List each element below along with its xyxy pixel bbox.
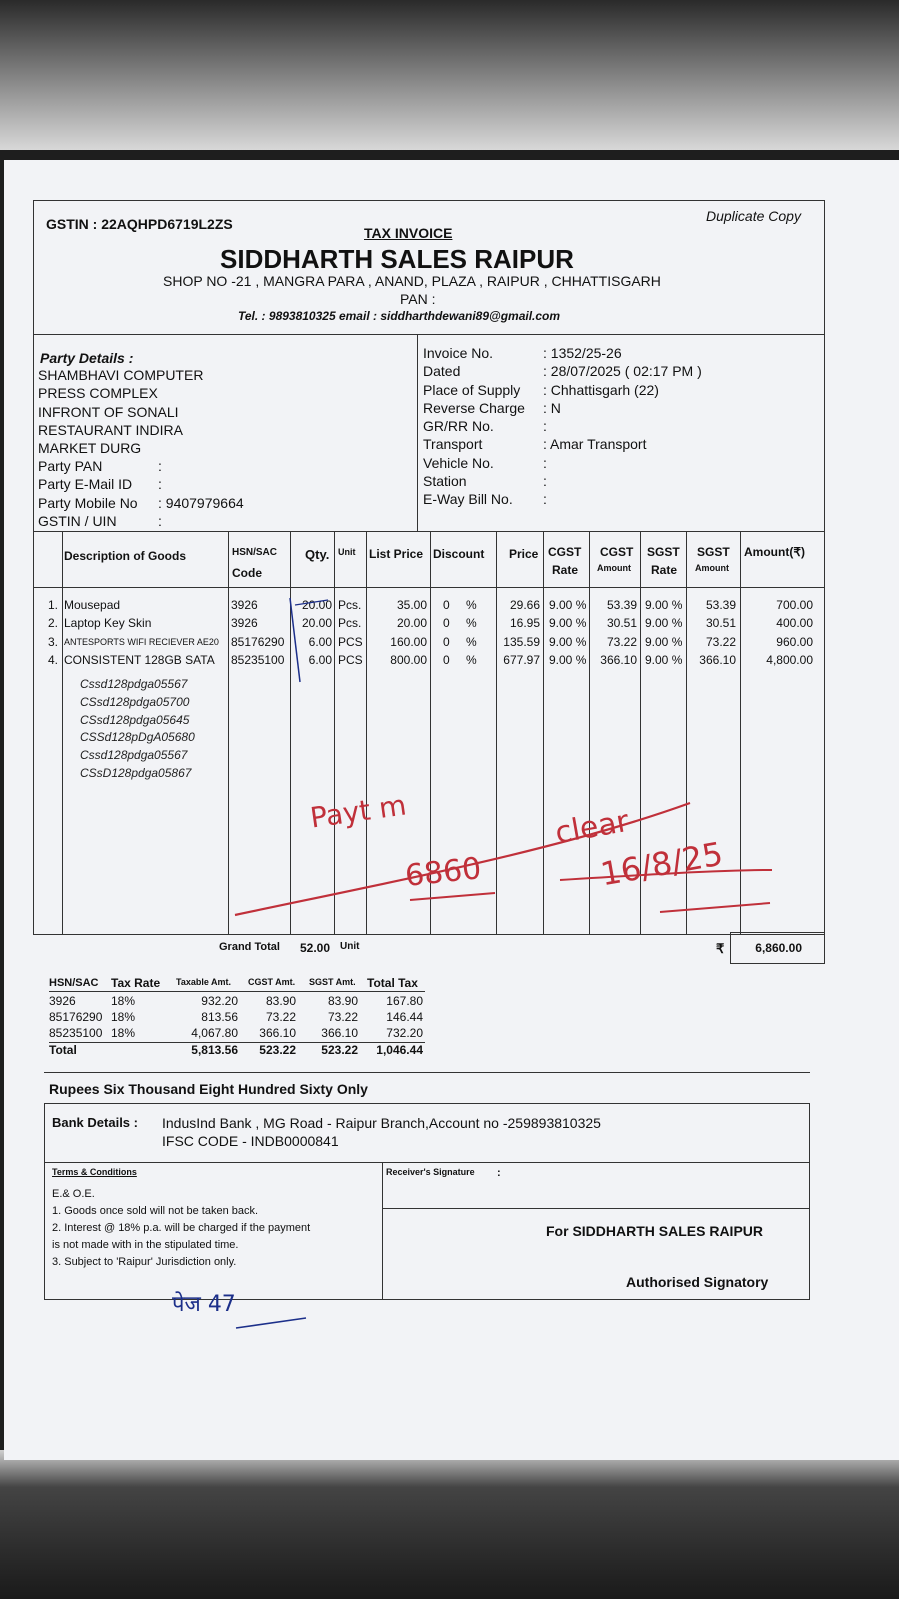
serial-line: CSsD128pdga05867 [80, 765, 192, 780]
info-label: Place of Supply [423, 381, 521, 398]
tax-cell: 4,067.80 [191, 1026, 238, 1040]
info-label: Transport [423, 436, 483, 453]
tax-cell: 3926 [49, 994, 76, 1008]
party-field-value: : [158, 512, 162, 529]
th-price: Price [509, 547, 539, 561]
party-field-value: : [158, 476, 162, 493]
blue-page-underline [236, 1318, 306, 1328]
cell-sgst-rate: 9.00 % [645, 652, 683, 667]
cell-discount: 0 [443, 616, 450, 631]
cell-desc: Mousepad [64, 598, 121, 612]
cell-unit: PCS [338, 634, 363, 649]
tax-th-taxable: Taxable Amt. [176, 977, 232, 987]
cell-sgst-amt: 30.51 [705, 616, 736, 631]
cell-desc: CONSISTENT 128GB SATA [64, 652, 215, 667]
info-value: : Chhattisgarh (22) [543, 381, 659, 398]
handwritten-payment-word: Payt m [308, 788, 409, 835]
th-cgst-rate: CGST [548, 545, 582, 559]
red-amount-underline [410, 893, 495, 900]
party-line: MARKET DURG [38, 440, 142, 457]
cell-hsn: 85235100 [231, 652, 285, 667]
terms-list [52, 1186, 310, 1271]
blue-tick [295, 600, 328, 605]
th-amount: Amount(₹) [744, 545, 805, 559]
tax-cell: 73.22 [327, 1010, 358, 1024]
cell-percent: % [466, 652, 477, 667]
doc-title: TAX INVOICE [364, 225, 453, 241]
th-cgst-rate-2: Rate [552, 563, 579, 577]
cell-qty: 6.00 [308, 634, 332, 649]
terms-line: E.& O.E. [52, 1188, 95, 1200]
cell-list-price: 20.00 [396, 616, 427, 631]
cell-cgst-amt: 53.39 [606, 598, 637, 612]
copy-label: Duplicate Copy [706, 208, 801, 224]
blue-check-line [290, 598, 300, 682]
red-date-underline [660, 903, 770, 912]
cell-amount: 960.00 [776, 634, 813, 649]
tax-cell: 5,813.56 [191, 1043, 238, 1057]
table-row [0, 994, 899, 1010]
cell-price: 135.59 [503, 634, 540, 649]
company-contact: Tel. : 9893810325 email : siddharthdewani89@gmail.com [238, 309, 561, 323]
bank-line2: IFSC CODE - INDB0000841 [162, 1133, 339, 1149]
tax-cell: 167.80 [386, 994, 423, 1008]
cell-hsn: 85176290 [231, 634, 285, 649]
tax-th-cgst: CGST Amt. [248, 977, 296, 987]
party-field-value: : 9407979664 [158, 494, 244, 511]
tax-rows [0, 994, 899, 1059]
cell-amount: 4,800.00 [766, 652, 813, 667]
handwritten-clear: clear [552, 803, 632, 852]
tax-header-underline [49, 991, 425, 992]
cell-amount: 400.00 [776, 616, 813, 631]
cell-unit: Pcs. [338, 598, 362, 612]
tax-th-sgst: SGST Amt. [309, 977, 356, 987]
cell-percent: % [466, 598, 477, 612]
cell-sgst-amt: 73.22 [705, 634, 736, 649]
th-hsn-code: Code [232, 566, 262, 580]
th-cgst-amount: CGST [600, 545, 634, 559]
party-line: RESTAURANT INDIRA [38, 421, 183, 438]
cell-sn: 2. [47, 616, 58, 631]
tax-cell: 146.44 [386, 1010, 423, 1024]
cell-cgst-rate: 9.00 % [549, 598, 587, 612]
party-heading: Party Details : [40, 350, 134, 366]
tax-cell: 1,046.44 [376, 1043, 423, 1057]
cell-unit: Pcs. [338, 616, 362, 631]
terms-line: 3. Subject to 'Raipur' Jurisdiction only. [52, 1256, 237, 1268]
tax-th-hsn: HSN/SAC [49, 977, 99, 989]
info-label: GR/RR No. [423, 418, 494, 435]
amount-in-words: Rupees Six Thousand Eight Hundred Sixty Only [49, 1081, 368, 1097]
gstin: GSTIN : 22AQHPD6719L2ZS [46, 216, 233, 232]
cell-cgst-rate: 9.00 % [549, 652, 587, 667]
party-line: PRESS COMPLEX [38, 385, 158, 402]
cell-discount: 0 [443, 652, 450, 667]
terms-line: is not made with in the stipulated time. [52, 1239, 239, 1251]
tax-cell: 366.10 [321, 1026, 358, 1040]
cell-cgst-amt: 30.51 [606, 616, 637, 631]
tax-th-rate: Tax Rate [111, 976, 161, 990]
tax-cell: 18% [111, 994, 136, 1008]
cell-qty: 20.00 [301, 598, 332, 612]
cell-list-price: 35.00 [396, 598, 427, 612]
bank-line1: IndusInd Bank , MG Road - Raipur Branch,Account no -259893810325 [162, 1115, 601, 1131]
cell-cgst-rate: 9.00 % [549, 634, 587, 649]
th-sgst-rate: SGST [647, 545, 680, 559]
th-sgst-amount-2: Amount [695, 563, 729, 573]
info-label: Station [423, 473, 467, 490]
handwritten-page-note: पेज 47 [172, 1292, 236, 1317]
table-row [0, 1010, 899, 1026]
tax-total-row [49, 1042, 425, 1059]
cell-unit: PCS [338, 652, 363, 667]
serial-line: CSSd128pDgA05680 [80, 730, 195, 745]
handwritten-payment-amount: 6860 [403, 851, 483, 894]
cell-list-price: 160.00 [390, 634, 427, 649]
cell-cgst-rate: 9.00 % [549, 616, 587, 631]
terms-line: 1. Goods once sold will not be taken back. [52, 1205, 259, 1217]
party-field-label: GSTIN / UIN [38, 512, 117, 529]
info-value: : N [543, 399, 561, 416]
th-sgst-amount: SGST [697, 545, 730, 559]
info-value: : [543, 491, 547, 508]
cell-amount: 700.00 [776, 598, 813, 612]
serial-line: Cssd128pdga05567 [80, 677, 188, 691]
rupee-symbol: ₹ [716, 941, 725, 956]
th-qty: Qty. [305, 547, 330, 562]
table-row [0, 1026, 899, 1042]
tax-cell: 523.22 [321, 1043, 358, 1057]
cell-sgst-amt: 366.10 [699, 652, 736, 667]
info-label: Dated [423, 363, 461, 380]
grand-total-label: Grand Total [219, 941, 280, 953]
th-unit: Unit [338, 547, 356, 557]
cell-price: 29.66 [509, 598, 540, 612]
info-value: : [543, 473, 547, 490]
info-value: : [543, 454, 547, 471]
th-sgst-rate-2: Rate [651, 563, 678, 577]
cell-list-price: 800.00 [390, 652, 427, 667]
info-label: Invoice No. [423, 345, 494, 361]
info-value: : 1352/25-26 [543, 345, 622, 361]
authorised-signatory: Authorised Signatory [626, 1274, 769, 1290]
cell-sn: 3. [47, 634, 58, 649]
divider-words [44, 1072, 810, 1073]
cell-discount: 0 [443, 598, 450, 612]
th-description: Description of Goods [64, 549, 187, 563]
grand-total-qty: 52.00 [300, 941, 331, 955]
info-value: : Amar Transport [543, 436, 647, 453]
party-field-label: Party PAN [38, 458, 103, 474]
tax-cell: 18% [111, 1026, 136, 1040]
receiver-signature-label: Receiver's Signature [386, 1167, 475, 1177]
cell-cgst-amt: 366.10 [600, 652, 637, 667]
cell-desc: ANTESPORTS WIFI RECIEVER AE20 [64, 636, 219, 647]
cell-desc: Laptop Key Skin [64, 616, 152, 631]
cell-sgst-rate: 9.00 % [645, 598, 683, 612]
party-field-label: Party Mobile No [38, 494, 138, 511]
serial-line: CSsd128pdga05645 [80, 712, 190, 727]
for-company: For SIDDHARTH SALES RAIPUR [546, 1223, 764, 1239]
grand-total-unit: Unit [340, 941, 360, 952]
cell-sn: 1. [47, 598, 58, 612]
tax-cell: 932.20 [201, 994, 238, 1008]
info-label: Reverse Charge [423, 399, 525, 416]
tax-cell: 732.20 [386, 1026, 423, 1040]
cell-qty: 6.00 [308, 652, 332, 667]
info-label: Vehicle No. [423, 454, 494, 471]
company-pan: PAN : [400, 291, 436, 307]
tax-cell: 83.90 [265, 994, 296, 1008]
cell-percent: % [466, 634, 477, 649]
tax-cell: 85235100 [49, 1026, 103, 1040]
grand-total-amount: 6,860.00 [755, 941, 802, 955]
th-discount: Discount [433, 547, 485, 561]
cell-cgst-amt: 73.22 [606, 634, 637, 649]
th-list-price: List Price [369, 547, 424, 561]
company-address: SHOP NO -21 , MANGRA PARA , ANAND, PLAZA , RAIPUR , CHHATTISGARH [163, 273, 661, 289]
cell-hsn: 3926 [231, 616, 258, 631]
cell-sgst-amt: 53.39 [705, 598, 736, 612]
cell-sgst-rate: 9.00 % [645, 634, 683, 649]
party-line: SHAMBHAVI COMPUTER [38, 367, 204, 383]
cell-percent: % [466, 616, 477, 631]
company-name: SIDDHARTH SALES RAIPUR [220, 244, 574, 274]
cell-sn: 4. [47, 652, 58, 667]
info-label: E-Way Bill No. [423, 491, 513, 508]
cell-qty: 20.00 [301, 616, 332, 631]
cell-sgst-rate: 9.00 % [645, 616, 683, 631]
tax-th-total: Total Tax [367, 976, 418, 990]
tax-cell: 73.22 [265, 1010, 296, 1024]
cell-price: 16.95 [509, 616, 540, 631]
info-value: : [543, 418, 547, 435]
tax-cell: 85176290 [49, 1010, 103, 1024]
tax-cell: 523.22 [259, 1043, 296, 1057]
party-line: INFRONT OF SONALI [38, 403, 179, 420]
tax-cell: 18% [111, 1010, 136, 1024]
tax-cell: 83.90 [327, 994, 358, 1008]
serial-line: CSsd128pdga05700 [80, 694, 190, 709]
cell-price: 677.97 [503, 652, 540, 667]
th-cgst-amount-2: Amount [597, 563, 631, 573]
cell-hsn: 3926 [231, 598, 258, 612]
info-value: : 28/07/2025 ( 02:17 PM ) [543, 363, 702, 380]
th-hsn: HSN/SAC [232, 547, 278, 558]
handwritten-date: 16/8/25 [597, 834, 726, 894]
terms-heading: Terms & Conditions [52, 1167, 137, 1177]
terms-line: 2. Interest @ 18% p.a. will be charged if the payment [52, 1222, 311, 1234]
divider-bank [44, 1162, 810, 1163]
tax-cell: 813.56 [201, 1010, 238, 1024]
bank-label: Bank Details : [52, 1115, 138, 1130]
serial-line: Cssd128pdga05567 [80, 748, 188, 763]
party-field-value: : [158, 458, 162, 474]
divider-receiver [382, 1208, 810, 1209]
cell-discount: 0 [443, 634, 450, 649]
party-field-label: Party E-Mail ID [38, 476, 133, 493]
tax-cell: Total [49, 1043, 77, 1057]
receiver-colon: : [497, 1167, 501, 1179]
tax-cell: 366.10 [259, 1026, 296, 1040]
divider-terms [382, 1162, 383, 1300]
